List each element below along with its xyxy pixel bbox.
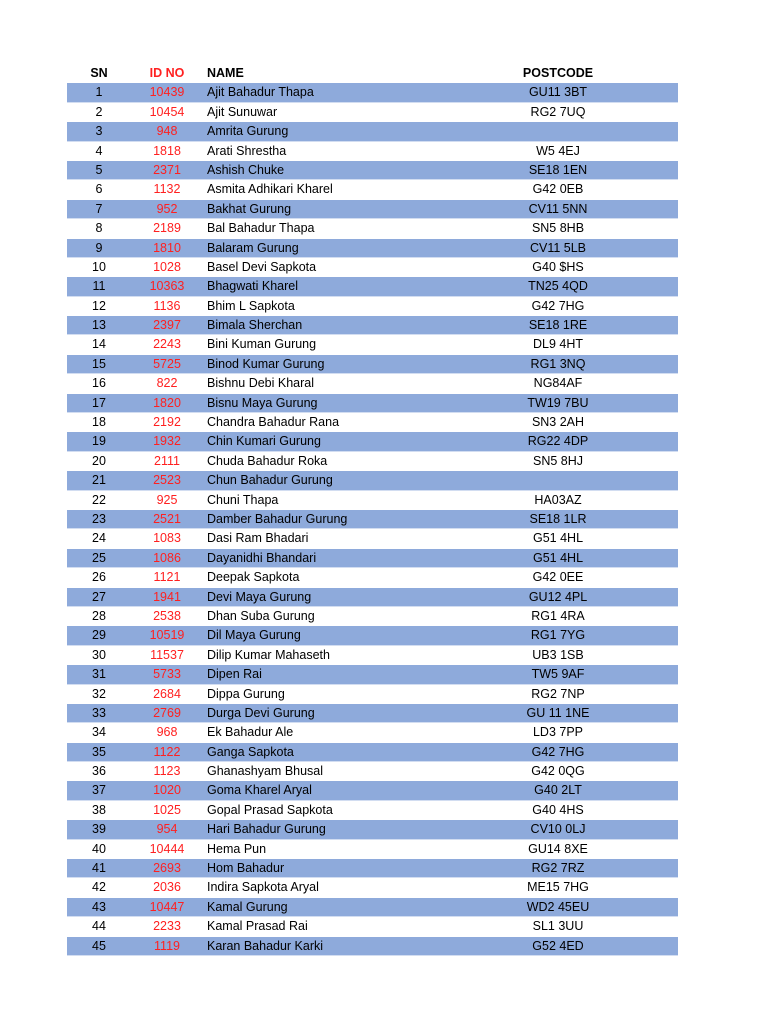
cell-sn[interactable]: 38 xyxy=(92,802,106,817)
table-row xyxy=(67,297,678,316)
cell-id-no[interactable]: 968 xyxy=(156,725,178,740)
cell-sn[interactable]: 21 xyxy=(92,473,106,488)
cell-postcode[interactable]: CV10 0LJ xyxy=(530,822,586,837)
cell-id-no[interactable]: 1121 xyxy=(153,570,181,585)
cell-name[interactable]: Bishnu Debi Kharal xyxy=(207,376,315,391)
header-id-no[interactable]: ID NO xyxy=(149,66,185,80)
cell-postcode[interactable]: SE18 1LR xyxy=(529,511,587,526)
cell-name[interactable]: Arati Shrestha xyxy=(207,143,287,158)
table-row xyxy=(67,529,678,548)
cell-sn[interactable]: 28 xyxy=(92,608,106,623)
cell-postcode[interactable]: G40 4HS xyxy=(532,802,584,817)
cell-postcode[interactable]: ME15 7HG xyxy=(527,880,589,895)
cell-postcode[interactable]: W5 4EJ xyxy=(536,143,580,158)
cell-id-no[interactable]: 2189 xyxy=(153,221,181,236)
cell-name[interactable]: Deepak Sapkota xyxy=(207,570,300,585)
table-row xyxy=(67,723,678,742)
table-row xyxy=(67,665,678,684)
cell-name[interactable]: Amrita Gurung xyxy=(207,124,289,139)
cell-id-no[interactable]: 10447 xyxy=(149,899,185,914)
cell-sn[interactable]: 24 xyxy=(92,531,106,546)
cell-id-no[interactable]: 1123 xyxy=(153,764,181,779)
cell-name[interactable]: Indira Sapkota Aryal xyxy=(207,880,319,895)
cell-name[interactable]: Bisnu Maya Gurung xyxy=(207,395,318,410)
cell-postcode[interactable]: DL9 4HT xyxy=(532,337,584,352)
cell-sn[interactable]: 27 xyxy=(92,589,106,604)
cell-postcode[interactable]: RG2 7UQ xyxy=(530,104,586,119)
table-row xyxy=(67,161,678,180)
table-row xyxy=(67,200,678,219)
cell-name[interactable]: Bhagwati Kharel xyxy=(207,279,299,294)
cell-sn[interactable]: 44 xyxy=(92,919,106,934)
cell-postcode[interactable]: RG1 4RA xyxy=(531,608,585,623)
table-row xyxy=(67,549,678,568)
cell-id-no[interactable]: 10439 xyxy=(149,85,185,100)
cell-id-no[interactable]: 2538 xyxy=(153,608,181,623)
cell-sn[interactable]: 37 xyxy=(92,783,106,798)
cell-postcode[interactable]: G40 $HS xyxy=(532,259,584,274)
table-row xyxy=(67,239,678,258)
cell-id-no[interactable]: 1810 xyxy=(153,240,181,255)
cell-id-no[interactable]: 11537 xyxy=(150,647,184,662)
cell-postcode[interactable]: GU 11 1NE xyxy=(526,705,590,720)
cell-postcode[interactable]: SN3 2AH xyxy=(531,415,585,430)
cell-postcode[interactable]: RG2 7NP xyxy=(531,686,585,701)
cell-postcode[interactable]: G52 4ED xyxy=(532,938,584,953)
table-row xyxy=(67,607,678,626)
cell-postcode[interactable]: SE18 1EN xyxy=(528,162,588,177)
cell-name[interactable]: Ek Bahadur Ale xyxy=(207,725,294,740)
table-row xyxy=(67,743,678,762)
cell-sn[interactable]: 34 xyxy=(92,725,106,740)
cell-id-no[interactable]: 2233 xyxy=(153,919,181,934)
table-row xyxy=(67,83,678,102)
table-row xyxy=(67,588,678,607)
cell-name[interactable]: Ajit Bahadur Thapa xyxy=(207,85,314,100)
cell-name[interactable]: Bimala Sherchan xyxy=(207,318,303,333)
cell-sn[interactable]: 23 xyxy=(92,511,106,526)
cell-id-no[interactable]: 2192 xyxy=(153,415,181,430)
cell-name[interactable]: Dasi Ram Bhadari xyxy=(207,531,309,546)
cell-name[interactable]: Chin Kumari Gurung xyxy=(207,434,321,449)
cell-postcode[interactable]: HA03AZ xyxy=(534,492,582,507)
cell-sn[interactable]: 26 xyxy=(92,570,106,585)
table-row xyxy=(67,316,678,335)
cell-id-no[interactable]: 1122 xyxy=(153,744,181,759)
cell-sn[interactable]: 31 xyxy=(92,667,106,682)
cell-name[interactable]: Gopal Prasad Sapkota xyxy=(207,802,333,817)
cell-sn[interactable]: 4 xyxy=(95,143,103,158)
table-row xyxy=(67,781,678,800)
cell-sn[interactable]: 22 xyxy=(92,492,106,507)
cell-id-no[interactable]: 1086 xyxy=(153,550,181,565)
cell-sn[interactable]: 17 xyxy=(92,395,106,410)
cell-sn[interactable]: 41 xyxy=(92,861,106,876)
cell-name[interactable]: Ganga Sapkota xyxy=(207,744,294,759)
cell-postcode[interactable]: G51 4HL xyxy=(532,531,584,546)
cell-sn[interactable]: 2 xyxy=(95,104,103,119)
cell-sn[interactable]: 12 xyxy=(92,298,106,313)
table-row xyxy=(67,335,678,354)
cell-postcode[interactable]: SN5 8HB xyxy=(531,221,585,236)
cell-name[interactable]: Chuda Bahadur Roka xyxy=(207,453,328,468)
cell-sn[interactable]: 11 xyxy=(92,279,106,294)
cell-id-no[interactable]: 2371 xyxy=(153,162,181,177)
table-row xyxy=(67,374,678,393)
cell-name[interactable]: Hom Bahadur xyxy=(207,861,285,876)
table-row xyxy=(67,704,678,723)
cell-id-no[interactable]: 1020 xyxy=(153,783,181,798)
cell-sn[interactable]: 19 xyxy=(92,434,106,449)
header-name[interactable]: NAME xyxy=(207,66,244,80)
cell-id-no[interactable]: 10444 xyxy=(149,841,185,856)
cell-sn[interactable]: 10 xyxy=(92,259,106,274)
cell-id-no[interactable]: 1028 xyxy=(153,259,181,274)
cell-id-no[interactable]: 2111 xyxy=(154,453,180,468)
cell-sn[interactable]: 16 xyxy=(92,376,106,391)
cell-id-no[interactable]: 925 xyxy=(156,492,178,507)
cell-sn[interactable]: 8 xyxy=(95,221,103,236)
cell-sn[interactable]: 18 xyxy=(92,415,106,430)
cell-id-no[interactable]: 948 xyxy=(156,124,178,139)
cell-postcode[interactable]: CV11 5NN xyxy=(528,201,588,216)
cell-postcode[interactable]: RG2 7RZ xyxy=(531,861,585,876)
cell-postcode[interactable]: G42 0EE xyxy=(532,570,584,585)
table-row xyxy=(67,917,678,936)
cell-postcode[interactable]: NG84AF xyxy=(533,376,583,391)
cell-postcode[interactable]: RG1 7YG xyxy=(530,628,586,643)
cell-postcode[interactable]: LD3 7PP xyxy=(532,725,584,740)
cell-name[interactable]: Chuni Thapa xyxy=(207,492,279,507)
table-row xyxy=(67,762,678,781)
table-row xyxy=(67,820,678,839)
cell-postcode[interactable]: RG22 4DP xyxy=(527,434,589,449)
cell-name[interactable]: Chandra Bahadur Rana xyxy=(207,415,340,430)
cell-postcode[interactable]: GU11 3BT xyxy=(528,85,588,100)
table-row xyxy=(67,180,678,199)
cell-sn[interactable]: 35 xyxy=(92,744,106,759)
cell-name[interactable]: Kamal Prasad Rai xyxy=(207,919,308,934)
cell-name[interactable]: Damber Bahadur Gurung xyxy=(207,511,348,526)
table-row xyxy=(67,471,678,490)
cell-postcode[interactable]: SL1 3UU xyxy=(532,919,584,934)
cell-postcode[interactable]: SN5 8HJ xyxy=(532,453,584,468)
cell-id-no[interactable]: 2523 xyxy=(153,473,181,488)
cell-name[interactable]: Bakhat Gurung xyxy=(207,201,292,216)
cell-postcode[interactable]: G42 0EB xyxy=(532,182,584,197)
cell-name[interactable]: Bal Bahadur Thapa xyxy=(207,221,315,236)
table-row xyxy=(67,142,678,161)
cell-sn[interactable]: 42 xyxy=(92,880,106,895)
table-row xyxy=(67,878,678,897)
table-row xyxy=(67,491,678,510)
cell-postcode[interactable]: TN25 4QD xyxy=(528,279,588,294)
cell-name[interactable]: Bini Kuman Gurung xyxy=(207,337,317,352)
table-row xyxy=(67,452,678,471)
cell-name[interactable]: Durga Devi Gurung xyxy=(207,705,315,720)
cell-name[interactable]: Ajit Sunuwar xyxy=(207,104,278,119)
cell-postcode[interactable]: TW19 7BU xyxy=(527,395,589,410)
cell-id-no[interactable]: 2684 xyxy=(153,686,181,701)
cell-postcode[interactable] xyxy=(487,122,629,141)
header-sn[interactable]: SN xyxy=(90,66,108,80)
member-table xyxy=(67,64,678,956)
cell-name[interactable]: Dil Maya Gurung xyxy=(207,628,301,643)
cell-sn[interactable]: 1 xyxy=(95,85,103,100)
cell-postcode[interactable]: G40 2LT xyxy=(534,783,582,798)
cell-postcode[interactable]: G51 4HL xyxy=(532,550,584,565)
cell-id-no[interactable]: 1025 xyxy=(153,802,181,817)
cell-name[interactable]: Hari Bahadur Gurung xyxy=(207,822,326,837)
cell-id-no[interactable]: 1941 xyxy=(153,589,181,604)
cell-name[interactable]: Bhim L Sapkota xyxy=(207,298,295,313)
cell-postcode[interactable]: RG1 3NQ xyxy=(530,356,586,371)
cell-postcode[interactable]: TW5 9AF xyxy=(531,667,585,682)
cell-name[interactable]: Hema Pun xyxy=(207,841,267,856)
table-row xyxy=(67,626,678,645)
cell-postcode[interactable]: CV11 5LB xyxy=(529,240,587,255)
table-row xyxy=(67,394,678,413)
cell-sn[interactable]: 30 xyxy=(92,647,106,662)
cell-id-no[interactable]: 10454 xyxy=(149,104,185,119)
cell-name[interactable]: Dhan Suba Gurung xyxy=(207,608,315,623)
table-row xyxy=(67,646,678,665)
cell-sn[interactable]: 40 xyxy=(92,841,106,856)
cell-postcode[interactable]: GU14 8XE xyxy=(528,841,588,856)
table-row xyxy=(67,685,678,704)
cell-name[interactable]: Devi Maya Gurung xyxy=(207,589,312,604)
cell-sn[interactable]: 39 xyxy=(92,822,106,837)
cell-sn[interactable]: 29 xyxy=(92,628,106,643)
cell-name[interactable]: Dayanidhi Bhandari xyxy=(207,550,317,565)
cell-sn[interactable]: 20 xyxy=(92,453,106,468)
cell-sn[interactable]: 43 xyxy=(92,899,106,914)
cell-id-no[interactable]: 1932 xyxy=(153,434,181,449)
cell-id-no[interactable]: 2036 xyxy=(153,880,181,895)
table-row xyxy=(67,840,678,859)
table-row xyxy=(67,801,678,820)
cell-sn[interactable]: 36 xyxy=(92,764,106,779)
header-postcode[interactable]: POSTCODE xyxy=(522,66,594,80)
cell-postcode[interactable]: WD2 45EU xyxy=(526,899,590,914)
cell-name[interactable]: Ghanashyam Bhusal xyxy=(207,764,324,779)
cell-postcode[interactable]: UB3 1SB xyxy=(532,647,584,662)
table-row xyxy=(67,898,678,917)
cell-sn[interactable]: 32 xyxy=(92,686,106,701)
table-row xyxy=(67,355,678,374)
table-row xyxy=(67,510,678,529)
cell-postcode[interactable]: GU12 4PL xyxy=(528,589,588,604)
cell-sn[interactable]: 45 xyxy=(92,938,106,953)
cell-postcode[interactable]: G42 0QG xyxy=(531,764,585,779)
cell-sn[interactable]: 25 xyxy=(92,550,106,565)
cell-sn[interactable]: 13 xyxy=(92,318,106,333)
cell-sn[interactable]: 7 xyxy=(95,201,103,216)
table-row xyxy=(67,568,678,587)
cell-id-no[interactable]: 5725 xyxy=(153,356,181,371)
table-row xyxy=(67,937,678,956)
cell-id-no[interactable]: 2769 xyxy=(153,705,181,720)
table-row xyxy=(67,413,678,432)
cell-sn[interactable]: 9 xyxy=(95,240,103,255)
cell-id-no[interactable]: 1820 xyxy=(153,395,181,410)
table-row xyxy=(67,122,678,141)
cell-id-no[interactable]: 1818 xyxy=(153,143,181,158)
cell-name[interactable]: Balaram Gurung xyxy=(207,240,299,255)
cell-name[interactable]: Goma Kharel Aryal xyxy=(207,783,312,798)
header-row xyxy=(67,64,678,83)
cell-name[interactable]: Dilip Kumar Mahaseth xyxy=(207,647,330,662)
cell-sn[interactable]: 15 xyxy=(92,356,106,371)
cell-postcode[interactable]: G42 7HG xyxy=(531,744,585,759)
cell-name[interactable]: Basel Devi Sapkota xyxy=(207,259,317,274)
cell-id-no[interactable]: 952 xyxy=(156,201,178,216)
cell-id-no[interactable]: 954 xyxy=(156,822,178,837)
table-row xyxy=(67,432,678,451)
cell-id-no[interactable]: 10519 xyxy=(149,628,185,643)
cell-id-no[interactable]: 822 xyxy=(156,376,178,391)
cell-name[interactable]: Chun Bahadur Gurung xyxy=(207,473,333,488)
cell-id-no[interactable]: 1132 xyxy=(153,182,181,197)
cell-id-no[interactable]: 10363 xyxy=(149,279,185,294)
cell-id-no[interactable]: 1136 xyxy=(153,298,181,313)
table-row xyxy=(67,277,678,296)
cell-id-no[interactable]: 1083 xyxy=(153,531,181,546)
table-row xyxy=(67,219,678,238)
cell-postcode[interactable]: G42 7HG xyxy=(531,298,585,313)
cell-name[interactable]: Ashish Chuke xyxy=(207,162,285,177)
table-row xyxy=(67,258,678,277)
cell-name[interactable]: Karan Bahadur Karki xyxy=(207,938,324,953)
cell-id-no[interactable]: 2243 xyxy=(153,337,181,352)
cell-id-no[interactable]: 2693 xyxy=(153,861,181,876)
cell-sn[interactable]: 6 xyxy=(95,182,103,197)
cell-name[interactable]: Dippa Gurung xyxy=(207,686,285,701)
cell-sn[interactable]: 33 xyxy=(92,705,106,720)
cell-sn[interactable]: 3 xyxy=(95,124,103,139)
cell-name[interactable]: Asmita Adhikari Kharel xyxy=(207,182,333,197)
cell-name[interactable]: Kamal Gurung xyxy=(207,899,288,914)
cell-id-no[interactable]: 2521 xyxy=(153,511,181,526)
table-row xyxy=(67,103,678,122)
cell-id-no[interactable]: 5733 xyxy=(153,667,181,682)
cell-name[interactable]: Binod Kumar Gurung xyxy=(207,356,325,371)
cell-postcode[interactable] xyxy=(487,471,629,490)
cell-name[interactable]: Dipen Rai xyxy=(207,667,262,682)
cell-id-no[interactable]: 1119 xyxy=(154,938,180,953)
cell-sn[interactable]: 5 xyxy=(95,162,103,177)
cell-postcode[interactable]: SE18 1RE xyxy=(528,318,588,333)
cell-sn[interactable]: 14 xyxy=(92,337,106,352)
table-body xyxy=(67,83,678,956)
table-row xyxy=(67,859,678,878)
cell-id-no[interactable]: 2397 xyxy=(153,318,181,333)
